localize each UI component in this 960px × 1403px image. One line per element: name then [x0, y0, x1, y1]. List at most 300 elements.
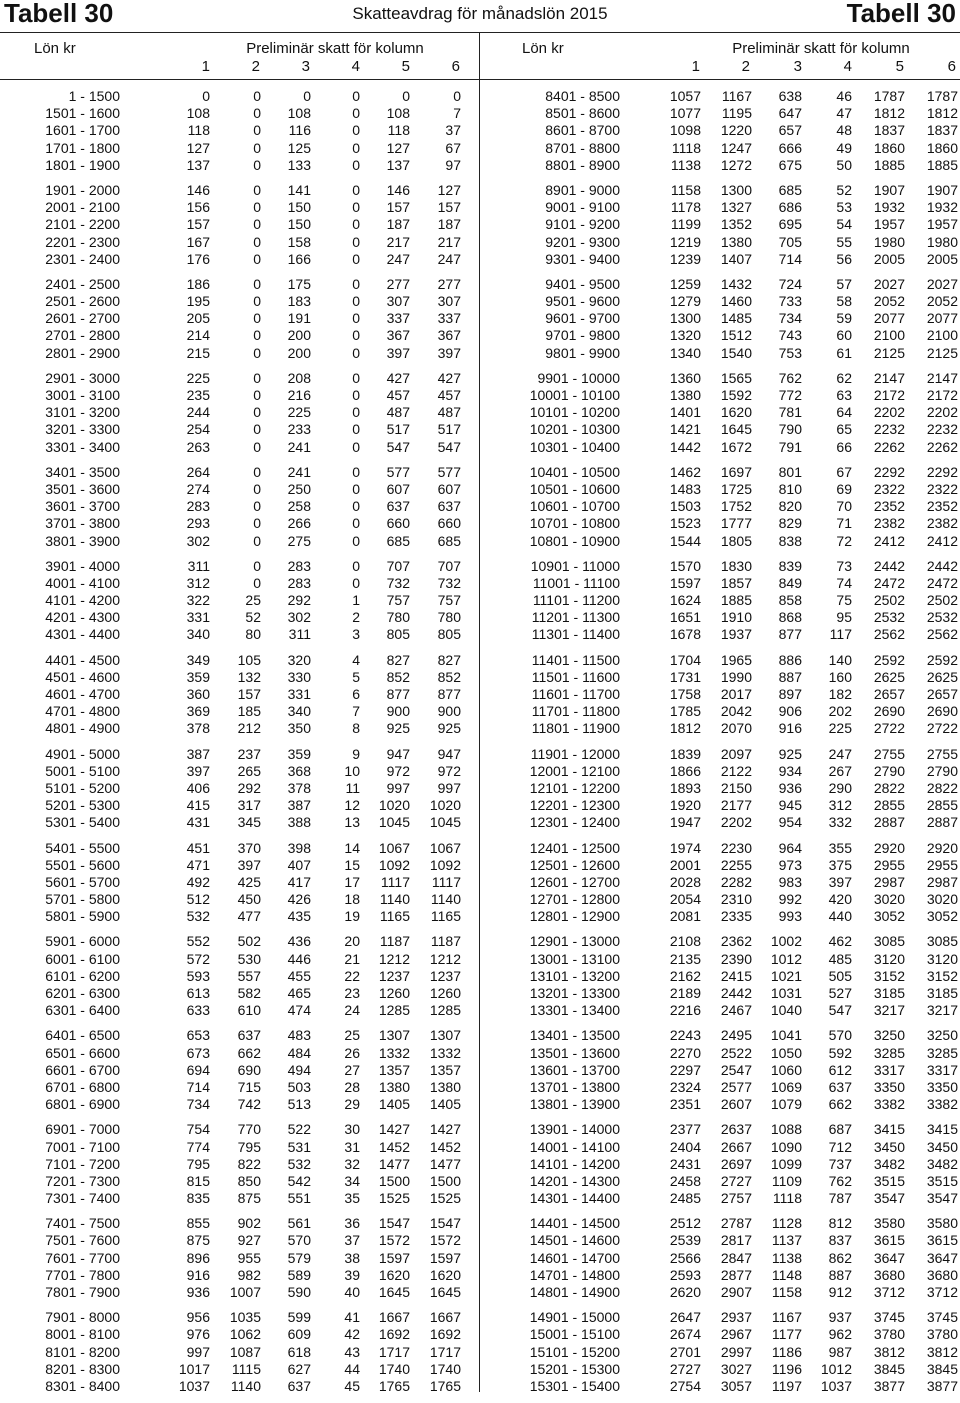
tax-value: 397 — [237, 856, 261, 873]
tax-value: 579 — [287, 1249, 311, 1266]
tax-value: 902 — [237, 1215, 261, 1232]
salary-range: 13101 - 13200 — [529, 967, 620, 984]
tax-value: 2562 — [873, 626, 905, 643]
table-row — [0, 421, 479, 438]
table-row — [480, 404, 960, 421]
tax-value: 1572 — [378, 1232, 410, 1249]
tax-value: 2352 — [873, 498, 905, 515]
tax-value: 1990 — [720, 668, 752, 685]
tax-value: 2592 — [873, 651, 905, 668]
salary-range: 2301 - 2400 — [45, 250, 120, 267]
tax-value: 513 — [287, 1096, 311, 1113]
tax-value: 609 — [287, 1326, 311, 1343]
tax-value: 1037 — [178, 1377, 210, 1394]
tax-value: 378 — [287, 779, 311, 796]
tax-value: 3217 — [926, 1002, 958, 1019]
tax-value: 157 — [186, 216, 210, 233]
prelim-label: Preliminär skatt för kolumn — [246, 40, 424, 57]
salary-range: 3401 - 3500 — [45, 463, 120, 480]
salary-range: 7901 - 8000 — [45, 1309, 120, 1326]
tax-value: 150 — [287, 199, 311, 216]
tax-value: 2005 — [873, 250, 905, 267]
tax-value: 277 — [386, 275, 410, 292]
tax-value: 263 — [186, 438, 210, 455]
table-row — [480, 140, 960, 157]
tax-value: 812 — [828, 1215, 852, 1232]
tax-value: 1947 — [669, 814, 701, 831]
tax-value: 266 — [287, 515, 311, 532]
tax-value: 360 — [186, 686, 210, 702]
tax-value: 897 — [778, 686, 802, 702]
tax-value: 2562 — [926, 626, 958, 643]
tax-value: 1109 — [771, 1172, 802, 1189]
tax-value: 757 — [386, 592, 410, 609]
tax-value: 290 — [828, 779, 852, 796]
tax-value: 2790 — [926, 762, 958, 779]
salary-range: 8101 - 8200 — [45, 1343, 120, 1360]
tax-value: 2522 — [720, 1044, 752, 1061]
tax-value: 2987 — [873, 873, 905, 890]
salary-range: 12601 - 12700 — [529, 873, 620, 890]
table-row — [0, 515, 479, 532]
row-group — [0, 933, 479, 1019]
tax-value: 166 — [287, 250, 311, 267]
salary-range: 6001 - 6100 — [45, 950, 120, 967]
table-row — [0, 182, 479, 199]
tax-value: 1300 — [720, 181, 752, 198]
tax-value: 15 — [344, 856, 360, 873]
salary-range: 9801 - 9900 — [545, 344, 620, 361]
tax-value: 3185 — [873, 985, 905, 1001]
tax-value: 0 — [352, 293, 360, 310]
tax-value: 1007 — [229, 1284, 261, 1300]
row-group — [0, 464, 479, 550]
tax-value: 1500 — [429, 1172, 461, 1189]
table-row — [0, 985, 479, 1002]
table-row — [480, 199, 960, 216]
tax-value: 167 — [186, 233, 210, 250]
tax-value: 1620 — [378, 1266, 410, 1283]
tax-value: 2377 — [669, 1121, 701, 1138]
tax-value: 1620 — [720, 404, 752, 421]
tax-value: 0 — [253, 498, 261, 515]
tax-value: 1037 — [820, 1377, 852, 1394]
tax-value: 2442 — [873, 557, 905, 574]
tax-value: 0 — [253, 293, 261, 310]
tax-value: 1148 — [771, 1266, 802, 1283]
tax-value: 2593 — [669, 1266, 701, 1283]
tax-value: 875 — [186, 1232, 210, 1249]
tax-value: 2442 — [720, 985, 752, 1001]
table-row — [0, 404, 479, 421]
tax-value: 627 — [287, 1360, 311, 1377]
tax-value: 38 — [344, 1249, 360, 1266]
tax-value: 1980 — [873, 233, 905, 250]
tax-value: 1957 — [873, 216, 905, 233]
tax-value: 1692 — [429, 1326, 461, 1343]
tax-value: 1667 — [378, 1309, 410, 1326]
tax-value: 2077 — [873, 310, 905, 327]
tax-value: 2472 — [873, 574, 905, 591]
tax-value: 2 — [352, 609, 360, 626]
salary-range: 1901 - 2000 — [45, 181, 120, 198]
tax-value: 406 — [186, 779, 210, 796]
table-row — [0, 345, 479, 362]
tax-value: 1128 — [771, 1215, 802, 1232]
salary-range: 4901 - 5000 — [45, 745, 120, 762]
tax-value: 275 — [287, 532, 311, 549]
table-row — [0, 481, 479, 498]
tax-value: 973 — [778, 856, 802, 873]
tax-value: 137 — [186, 156, 210, 173]
salary-range: 11601 - 11700 — [531, 686, 620, 702]
tax-value: 40 — [344, 1284, 360, 1300]
tax-value: 39 — [344, 1266, 360, 1283]
tax-value: 2955 — [926, 856, 958, 873]
tax-value: 5 — [352, 668, 360, 685]
tax-value: 1717 — [429, 1343, 461, 1360]
table-row — [480, 558, 960, 575]
tax-value: 557 — [237, 967, 261, 984]
tax-value: 1932 — [926, 199, 958, 216]
tax-value: 0 — [253, 421, 261, 438]
salary-range: 3801 - 3900 — [45, 532, 120, 549]
salary-range: 8701 - 8800 — [545, 139, 620, 156]
tax-value: 1092 — [429, 856, 461, 873]
tax-value: 125 — [287, 139, 311, 156]
tax-value: 1035 — [229, 1309, 261, 1326]
tax-value: 2755 — [873, 745, 905, 762]
salary-range: 8301 - 8400 — [45, 1377, 120, 1394]
tax-value: 0 — [352, 327, 360, 344]
tax-value: 1165 — [379, 908, 410, 925]
tax-value: 1099 — [770, 1155, 802, 1172]
tax-value: 28 — [344, 1078, 360, 1095]
tax-value: 36 — [344, 1215, 360, 1232]
tax-value: 37 — [344, 1232, 360, 1249]
tax-value: 852 — [386, 668, 410, 685]
tax-value: 1045 — [429, 814, 461, 831]
salary-range: 15301 - 15400 — [529, 1377, 620, 1394]
tax-value: 1040 — [770, 1002, 802, 1019]
table-row — [0, 1121, 479, 1138]
salary-range: 6701 - 6800 — [45, 1078, 120, 1095]
table-row — [0, 293, 479, 310]
tax-value: 0 — [352, 480, 360, 497]
tax-value: 146 — [186, 181, 210, 198]
salary-range: 10101 - 10200 — [529, 404, 620, 421]
col-num: 1 — [691, 58, 700, 75]
tax-value: 455 — [287, 967, 311, 984]
tax-value: 2122 — [720, 762, 752, 779]
tax-value: 42 — [344, 1326, 360, 1343]
salary-range: 12501 - 12600 — [529, 856, 620, 873]
tax-value: 945 — [778, 797, 802, 814]
tax-value: 1115 — [231, 1360, 261, 1377]
tax-value: 685 — [437, 532, 461, 549]
tax-value: 937 — [828, 1309, 852, 1326]
tax-value: 1405 — [378, 1096, 410, 1113]
salary-range: 13701 - 13800 — [529, 1078, 620, 1095]
tax-value: 955 — [237, 1249, 261, 1266]
tax-value: 205 — [186, 310, 210, 327]
tax-value: 827 — [386, 651, 410, 668]
salary-range: 8801 - 8900 — [545, 156, 620, 173]
tax-value: 307 — [386, 293, 410, 310]
tax-value: 912 — [828, 1284, 852, 1300]
tax-value: 927 — [237, 1232, 261, 1249]
tax-value: 570 — [828, 1027, 852, 1044]
tax-value: 55 — [836, 233, 852, 250]
salary-range: 6201 - 6300 — [45, 985, 120, 1001]
tax-value: 137 — [386, 156, 410, 173]
tax-value: 457 — [386, 387, 410, 403]
tax-value: 2177 — [720, 797, 752, 814]
tax-value: 332 — [828, 814, 852, 831]
salary-range: 14001 - 14100 — [529, 1138, 620, 1155]
salary-range: 15201 - 15300 — [529, 1360, 620, 1377]
lon-label: Lön kr — [522, 40, 564, 57]
tax-value: 1045 — [378, 814, 410, 831]
tax-value: 934 — [778, 762, 802, 779]
tax-value: 6 — [352, 686, 360, 702]
tax-value: 3845 — [926, 1360, 958, 1377]
tax-value: 191 — [287, 310, 311, 327]
salary-range: 8601 - 8700 — [545, 122, 620, 139]
tax-value: 512 — [186, 891, 210, 908]
table-row — [0, 157, 479, 174]
salary-range: 3001 - 3100 — [45, 387, 120, 403]
tax-value: 1300 — [669, 310, 701, 327]
salary-range: 3601 - 3700 — [45, 498, 120, 515]
tax-value: 80 — [245, 626, 261, 643]
tax-value: 0 — [253, 310, 261, 327]
tax-value: 3057 — [720, 1377, 752, 1394]
tax-value: 146 — [386, 181, 410, 198]
tax-value: 330 — [287, 668, 311, 685]
salary-range: 6301 - 6400 — [45, 1002, 120, 1019]
salary-range: 13201 - 13300 — [529, 985, 620, 1001]
tax-value: 1062 — [229, 1326, 261, 1343]
tax-value: 311 — [288, 626, 311, 643]
tax-value: 3250 — [873, 1027, 905, 1044]
tax-value: 25 — [344, 1027, 360, 1044]
tax-value: 1787 — [926, 88, 958, 104]
col-num: 2 — [741, 58, 750, 75]
table-row — [480, 1232, 960, 1249]
tax-value: 57 — [836, 275, 852, 292]
tax-value: 2657 — [926, 686, 958, 702]
tax-value: 1812 — [873, 105, 905, 122]
tax-value: 1260 — [378, 985, 410, 1001]
tax-value: 3085 — [926, 933, 958, 950]
table-row — [0, 1190, 479, 1207]
tax-value: 1547 — [378, 1215, 410, 1232]
tax-value: 185 — [237, 703, 261, 720]
tax-value: 2987 — [926, 873, 958, 890]
tax-value: 707 — [386, 557, 410, 574]
tax-value: 415 — [186, 797, 210, 814]
tax-value: 2322 — [926, 480, 958, 497]
tax-value: 317 — [237, 797, 261, 814]
tax-value: 1031 — [770, 985, 802, 1001]
tax-value: 375 — [828, 856, 852, 873]
table-row — [0, 1232, 479, 1249]
tax-value: 3877 — [926, 1377, 958, 1394]
table-row — [480, 105, 960, 122]
table-row — [480, 874, 960, 891]
tax-value: 233 — [287, 421, 311, 438]
table-row — [480, 439, 960, 456]
tax-value: 3547 — [873, 1190, 905, 1207]
tax-value: 839 — [778, 557, 802, 574]
tax-value: 1067 — [378, 839, 410, 856]
tax-value: 637 — [237, 1027, 261, 1044]
tax-value: 3415 — [926, 1121, 958, 1138]
salary-range: 2901 - 3000 — [45, 369, 120, 386]
tax-value: 293 — [186, 515, 210, 532]
title-left: Tabell 30 — [4, 0, 114, 28]
table-row — [0, 780, 479, 797]
tax-value: 1597 — [669, 574, 701, 591]
tax-value: 547 — [437, 438, 461, 455]
tax-value: 1965 — [720, 651, 752, 668]
tax-value: 1259 — [669, 275, 701, 292]
tax-value: 1667 — [429, 1309, 461, 1326]
tax-value: 307 — [437, 293, 461, 310]
tax-value: 2189 — [669, 985, 701, 1001]
tax-value: 686 — [778, 199, 802, 216]
tax-value: 150 — [287, 216, 311, 233]
tax-value: 186 — [186, 275, 210, 292]
tax-value: 0 — [253, 181, 261, 198]
table-row — [480, 1190, 960, 1207]
tax-value: 217 — [386, 233, 410, 250]
tax-value: 1002 — [770, 933, 802, 950]
table-row — [480, 345, 960, 362]
tax-value: 140 — [828, 651, 852, 668]
table-row — [0, 1344, 479, 1361]
table-row — [0, 746, 479, 763]
tax-value: 250 — [287, 480, 311, 497]
table-row — [0, 669, 479, 686]
tax-value: 322 — [186, 592, 210, 609]
tax-value: 599 — [287, 1309, 311, 1326]
tax-value: 906 — [778, 703, 802, 720]
tax-value: 25 — [245, 592, 261, 609]
tax-value: 65 — [836, 421, 852, 438]
tax-value: 1672 — [720, 438, 752, 455]
tax-value: 3152 — [926, 967, 958, 984]
table-row — [480, 686, 960, 703]
tax-value: 2262 — [873, 438, 905, 455]
table-row — [0, 1326, 479, 1343]
tax-value: 43 — [344, 1343, 360, 1360]
tax-value: 0 — [352, 387, 360, 403]
tax-value: 283 — [287, 557, 311, 574]
tax-value: 964 — [778, 839, 802, 856]
table-row — [480, 575, 960, 592]
tax-value: 1485 — [720, 310, 752, 327]
salary-range: 12101 - 12200 — [529, 779, 620, 796]
tax-value: 302 — [287, 609, 311, 626]
left-table-body — [0, 80, 479, 1395]
tax-value: 1285 — [378, 1002, 410, 1019]
tax-value: 312 — [828, 797, 852, 814]
tax-value: 1785 — [669, 703, 701, 720]
table-row — [480, 216, 960, 233]
table-row — [480, 515, 960, 532]
tax-value: 1452 — [378, 1138, 410, 1155]
salary-range: 9501 - 9600 — [545, 293, 620, 310]
table-row — [0, 575, 479, 592]
tax-value: 1460 — [720, 293, 752, 310]
tax-value: 992 — [778, 891, 802, 908]
tax-value: 370 — [237, 839, 261, 856]
tax-value: 157 — [386, 199, 410, 216]
table-row — [480, 1139, 960, 1156]
col-num: 4 — [843, 58, 852, 75]
table-row — [0, 533, 479, 550]
table-row — [480, 1250, 960, 1267]
tax-value: 2592 — [926, 651, 958, 668]
tax-value: 67 — [836, 463, 852, 480]
tax-value: 2232 — [873, 421, 905, 438]
salary-range: 5201 - 5300 — [45, 797, 120, 814]
tax-value: 1020 — [378, 797, 410, 814]
tax-value: 1020 — [429, 797, 461, 814]
tax-value: 1777 — [720, 515, 752, 532]
table-row — [0, 122, 479, 139]
table-row — [0, 626, 479, 643]
tax-value: 2108 — [669, 933, 701, 950]
tax-value: 2495 — [720, 1027, 752, 1044]
tax-value: 547 — [828, 1002, 852, 1019]
tax-value: 1138 — [771, 1249, 802, 1266]
table-row — [0, 276, 479, 293]
tax-value: 0 — [253, 480, 261, 497]
row-group — [480, 276, 960, 362]
table-row — [480, 1326, 960, 1343]
tax-value: 2351 — [669, 1096, 701, 1113]
tax-value: 494 — [287, 1061, 311, 1078]
tax-value: 0 — [253, 275, 261, 292]
tax-value: 345 — [237, 814, 261, 831]
tax-value: 3052 — [926, 908, 958, 925]
tax-value: 805 — [386, 626, 410, 643]
tax-value: 427 — [437, 369, 461, 386]
tax-value: 3547 — [926, 1190, 958, 1207]
tax-value: 483 — [287, 1027, 311, 1044]
tax-value: 805 — [437, 626, 461, 643]
salary-range: 2201 - 2300 — [45, 233, 120, 250]
tax-value: 116 — [288, 122, 311, 139]
tax-value: 754 — [186, 1121, 210, 1138]
tax-value: 2027 — [926, 275, 958, 292]
tax-value: 577 — [386, 463, 410, 480]
tax-value: 37 — [445, 122, 461, 139]
row-group — [480, 1027, 960, 1113]
salary-range: 10301 - 10400 — [529, 438, 620, 455]
tax-value: 45 — [344, 1377, 360, 1394]
tax-value: 3382 — [926, 1096, 958, 1113]
tax-value: 2855 — [926, 797, 958, 814]
table-row — [0, 686, 479, 703]
table-row — [480, 1079, 960, 1096]
tax-value: 1932 — [873, 199, 905, 216]
tax-value: 1186 — [771, 1343, 802, 1360]
table-row — [0, 199, 479, 216]
